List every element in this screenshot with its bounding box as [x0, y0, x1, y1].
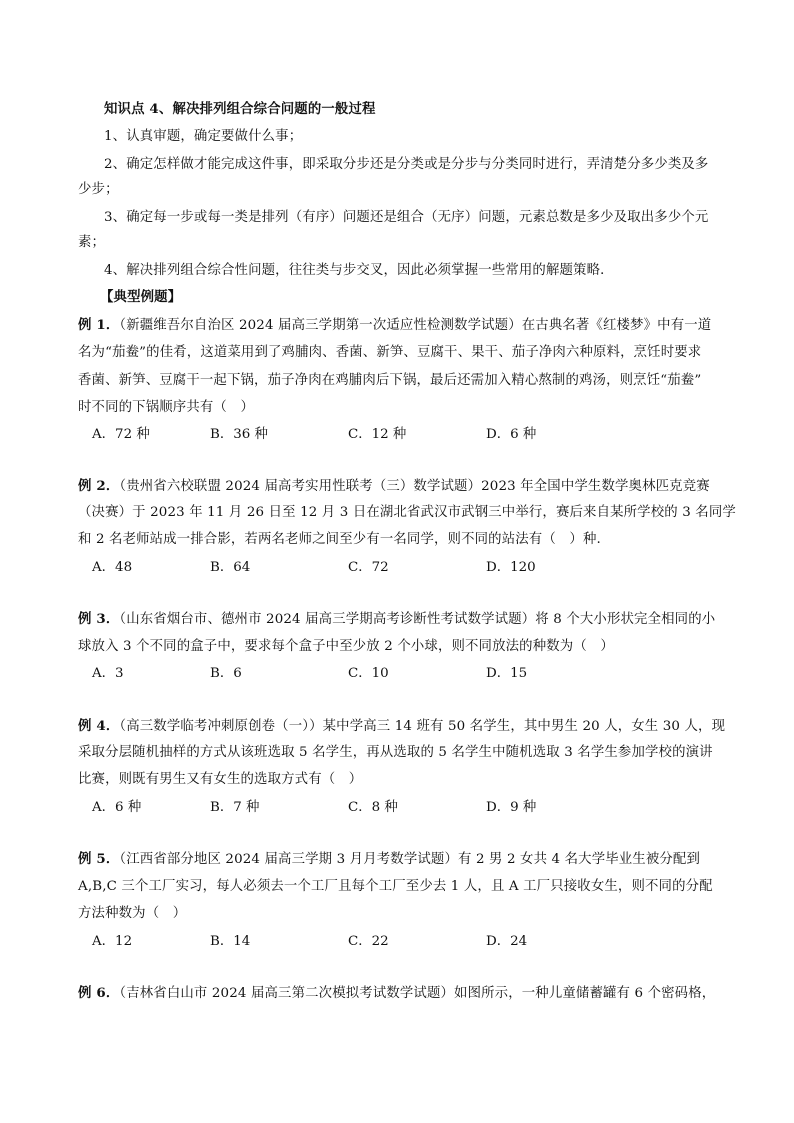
- example-text: （高三数学临考冲刺原创卷（一））某中学高三 14 班有 50 名学生，其中男生 20 人，女生 30 人，现: [119, 719, 726, 734]
- option-d: D．6 种: [486, 427, 537, 442]
- example-label: 例 3．: [78, 611, 120, 627]
- option-d: D．9 种: [486, 800, 537, 815]
- example-5-line-1: [78, 850, 714, 869]
- option-a: A．48: [92, 560, 133, 575]
- example-text: 名为“茄鲞”的佳肴，这道菜用到了鸡脯肉、香菌、新笋、豆腐干、果干、茄子净肉六种原料，烹饪时要求: [78, 345, 702, 360]
- example-text: （新疆维吾尔自治区 2024 届高三学期第一次适应性检测数学试题）在古典名著《红楼梦》中有一道: [119, 318, 712, 333]
- option-a: A．6 种: [92, 800, 142, 815]
- example-text: （江西省部分地区 2024 届高三学期 3 月月考数学试题）有 2 男 2 女共 4 名大学毕业生被分配到: [119, 852, 701, 867]
- option-a: A．12: [92, 934, 133, 949]
- option-b: B．6: [210, 666, 242, 681]
- knowledge-step: 3、确定每一步或每一类是排列（有序）问题还是组合（无序）问题，元素总数是多少及取出多少个元: [104, 210, 709, 225]
- example-text: （吉林省白山市 2024 届高三第二次模拟考试数学试题）如图所示，一种儿童储蓄罐有 6 个密码格，: [119, 986, 716, 1001]
- example-text: 球放入 3 个不同的盒子中，要求每个盒子中至少放 2 个小球，则不同放法的种数为（ ）: [78, 639, 614, 654]
- example-text: （山东省烟台市、德州市 2024 届高三学期高考诊断性考试数学试题）将 8 个大小形状完全相同的小: [119, 612, 716, 627]
- knowledge-step: 1、认真审题，确定要做什么事；: [104, 129, 303, 144]
- example-text: 和 2 名老师站成一排合影，若两名老师之间至少有一名同学，则不同的站法有（ ）种.: [78, 532, 601, 547]
- example-text: A,B,C 三个工厂实习，每人必须去一个工厂且每个工厂至少去 1 人，且 A 工厂只接收女生，则不同的分配: [78, 879, 713, 894]
- knowledge-step: 4、解决排列组合综合性问题，往往类与步交叉，因此必须掌握一些常用的解题策略．: [104, 263, 614, 278]
- example-text: （贵州省六校联盟 2024 届高考实用性联考（三）数学试题）2023 年全国中学生数学奥林匹克竞赛: [119, 479, 710, 494]
- option-c: C．22: [348, 934, 389, 949]
- example-text: 方法种数为（ ）: [78, 906, 187, 921]
- example-text: 比赛，则既有男生又有女生的选取方式有（ ）: [78, 772, 363, 787]
- option-d: D．15: [486, 666, 528, 681]
- example-text: 香菌、新笋、豆腐干一起下锅，茄子净肉在鸡脯肉后下锅，最后还需加入精心熬制的鸡汤，则烹饪“茄鲞”: [78, 373, 702, 388]
- option-c: C．12 种: [348, 427, 407, 442]
- knowledge-step: 少步；: [78, 182, 119, 197]
- example-label: 例 2．: [78, 478, 120, 494]
- option-d: D．120: [486, 560, 536, 575]
- option-b: B．64: [210, 560, 251, 575]
- option-b: B．36 种: [210, 427, 268, 442]
- example-label: 例 5．: [78, 851, 120, 867]
- knowledge-step: 2、确定怎样做才能完成这件事，即采取分步还是分类或是分步与分类同时进行，弄清楚分多少类及多: [104, 157, 709, 172]
- example-text: 时不同的下锅顺序共有（ ）: [78, 400, 255, 415]
- section-title: 【典型例题】: [100, 289, 182, 305]
- example-text: （决赛）于 2023 年 11 月 26 日至 12 月 3 日在湖北省武汉市武钢三中举行，赛后来自某所学校的 3 名同学: [78, 505, 736, 520]
- example-text: 采取分层随机抽样的方式从该班选取 5 名学生，再从选取的 5 名学生中随机选取 3 名学生参加学校的演讲: [78, 745, 713, 760]
- example-label: 例 6．: [78, 985, 120, 1001]
- example-1-line-1: [78, 316, 714, 335]
- example-3-line-1: [78, 610, 714, 629]
- example-label: 例 4．: [78, 718, 120, 734]
- option-c: C．72: [348, 560, 389, 575]
- example-6-line-1: [78, 984, 714, 1003]
- knowledge-heading: 知识点 4、解决排列组合综合问题的一般过程: [104, 101, 376, 117]
- option-a: A．3: [92, 666, 124, 681]
- example-4-line-1: [78, 717, 726, 736]
- option-b: B．7 种: [210, 800, 260, 815]
- example-2-line-1: [78, 477, 714, 496]
- knowledge-step: 素；: [78, 235, 106, 250]
- option-c: C．8 种: [348, 800, 398, 815]
- example-label: 例 1．: [78, 317, 120, 333]
- option-a: A．72 种: [92, 427, 150, 442]
- option-d: D．24: [486, 934, 528, 949]
- option-b: B．14: [210, 934, 251, 949]
- option-c: C．10: [348, 666, 389, 681]
